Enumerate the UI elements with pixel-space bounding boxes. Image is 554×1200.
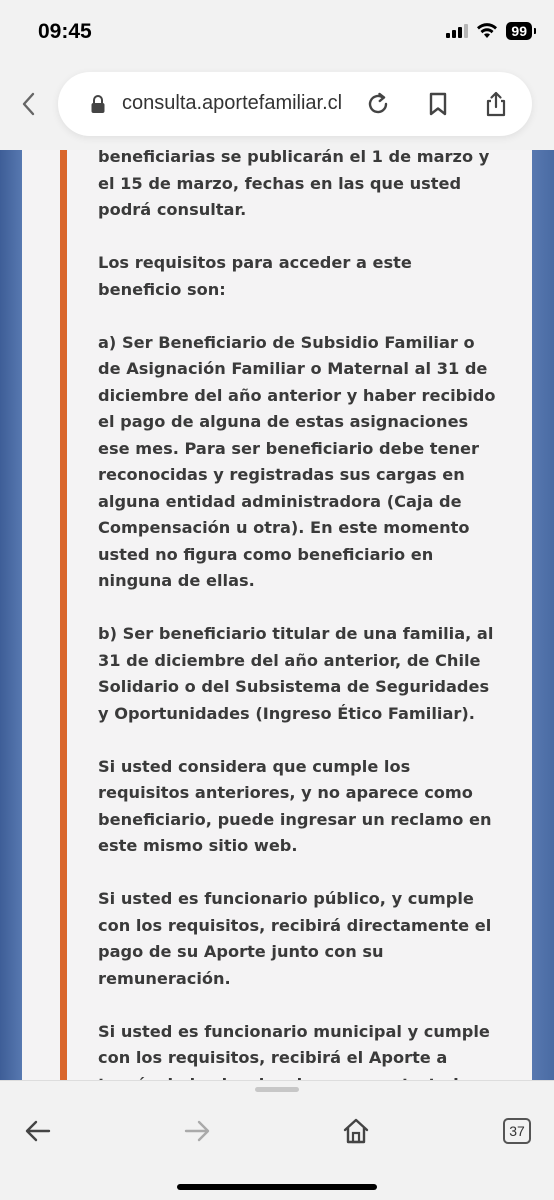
forward-arrow-icon (183, 1119, 211, 1143)
beneficio-info-text (98, 144, 498, 1151)
paragraph-public-employee: Si usted es funcionario público, y cumple con los requisitos, recibirá directamente el pago de su Aporte junto con su remuneración. (98, 889, 492, 988)
paragraph-requirements-intro: Los requisitos para acceder a este beneficio son: (98, 253, 412, 299)
content-card (22, 147, 532, 1080)
bookmark-icon[interactable] (424, 90, 452, 118)
tabs-icon: 37 (503, 1118, 531, 1144)
paragraph-publication-dates: beneficiarias se publicarán el 1 de marzo y el 15 de marzo, fechas en las que usted podrá consultar. (98, 147, 490, 219)
web-page (0, 147, 554, 1080)
browser-toolbar (0, 1080, 554, 1200)
paragraph-requirement-a: a) Ser Beneficiario de Subsidio Familiar o de Asignación Familiar o Maternal al 31 de diciembre del año anterior y haber recibido el pago de alguna de estas asignaciones ese mes. Para ser beneficiario debe tener reconocidas y registradas sus cargas en alguna entidad administradora (Caja de Compensación u otra). En este momento usted no figura como beneficiario en ninguna de ellas. (98, 332, 496, 590)
address-bar[interactable] (58, 72, 532, 136)
url-text[interactable]: consulta.aportefamiliar.cl (122, 92, 343, 114)
accent-bar (60, 150, 67, 1080)
lock-icon (90, 94, 106, 114)
home-button[interactable] (336, 1111, 376, 1151)
back-arrow-icon (24, 1119, 52, 1143)
tabs-button[interactable] (497, 1111, 537, 1151)
home-indicator[interactable] (177, 1184, 377, 1190)
status-bar (0, 0, 554, 62)
paragraph-municipal-employee: Si usted es funcionario municipal y cumple con los requisitos, recibirá el Aporte a (98, 1021, 490, 1067)
paragraph-requirement-b: b) Ser beneficiario titular de una familia, al 31 de diciembre del año anterior, de Chile Solidario o del Subsistema de Seguridades y Oportunidades (Ingreso Ético Familiar). (98, 624, 494, 723)
status-time: 09:45 (38, 20, 92, 43)
share-icon[interactable] (482, 90, 510, 118)
browser-address-area (0, 62, 554, 150)
back-chevron-icon[interactable] (16, 88, 40, 120)
forward-button[interactable] (177, 1111, 217, 1151)
toolbar-grabber[interactable] (255, 1087, 299, 1092)
home-icon (342, 1117, 370, 1145)
wifi-icon (476, 23, 498, 39)
reload-icon[interactable] (364, 90, 392, 118)
back-button[interactable] (18, 1111, 58, 1151)
paragraph-claim-info: Si usted considera que cumple los requisitos anteriores, y no aparece como beneficiario, puede ingresar un reclamo en este mismo sitio web. (98, 756, 492, 855)
cellular-signal-icon (446, 24, 468, 38)
status-icons (446, 22, 532, 40)
battery-icon: 99 (506, 22, 532, 40)
